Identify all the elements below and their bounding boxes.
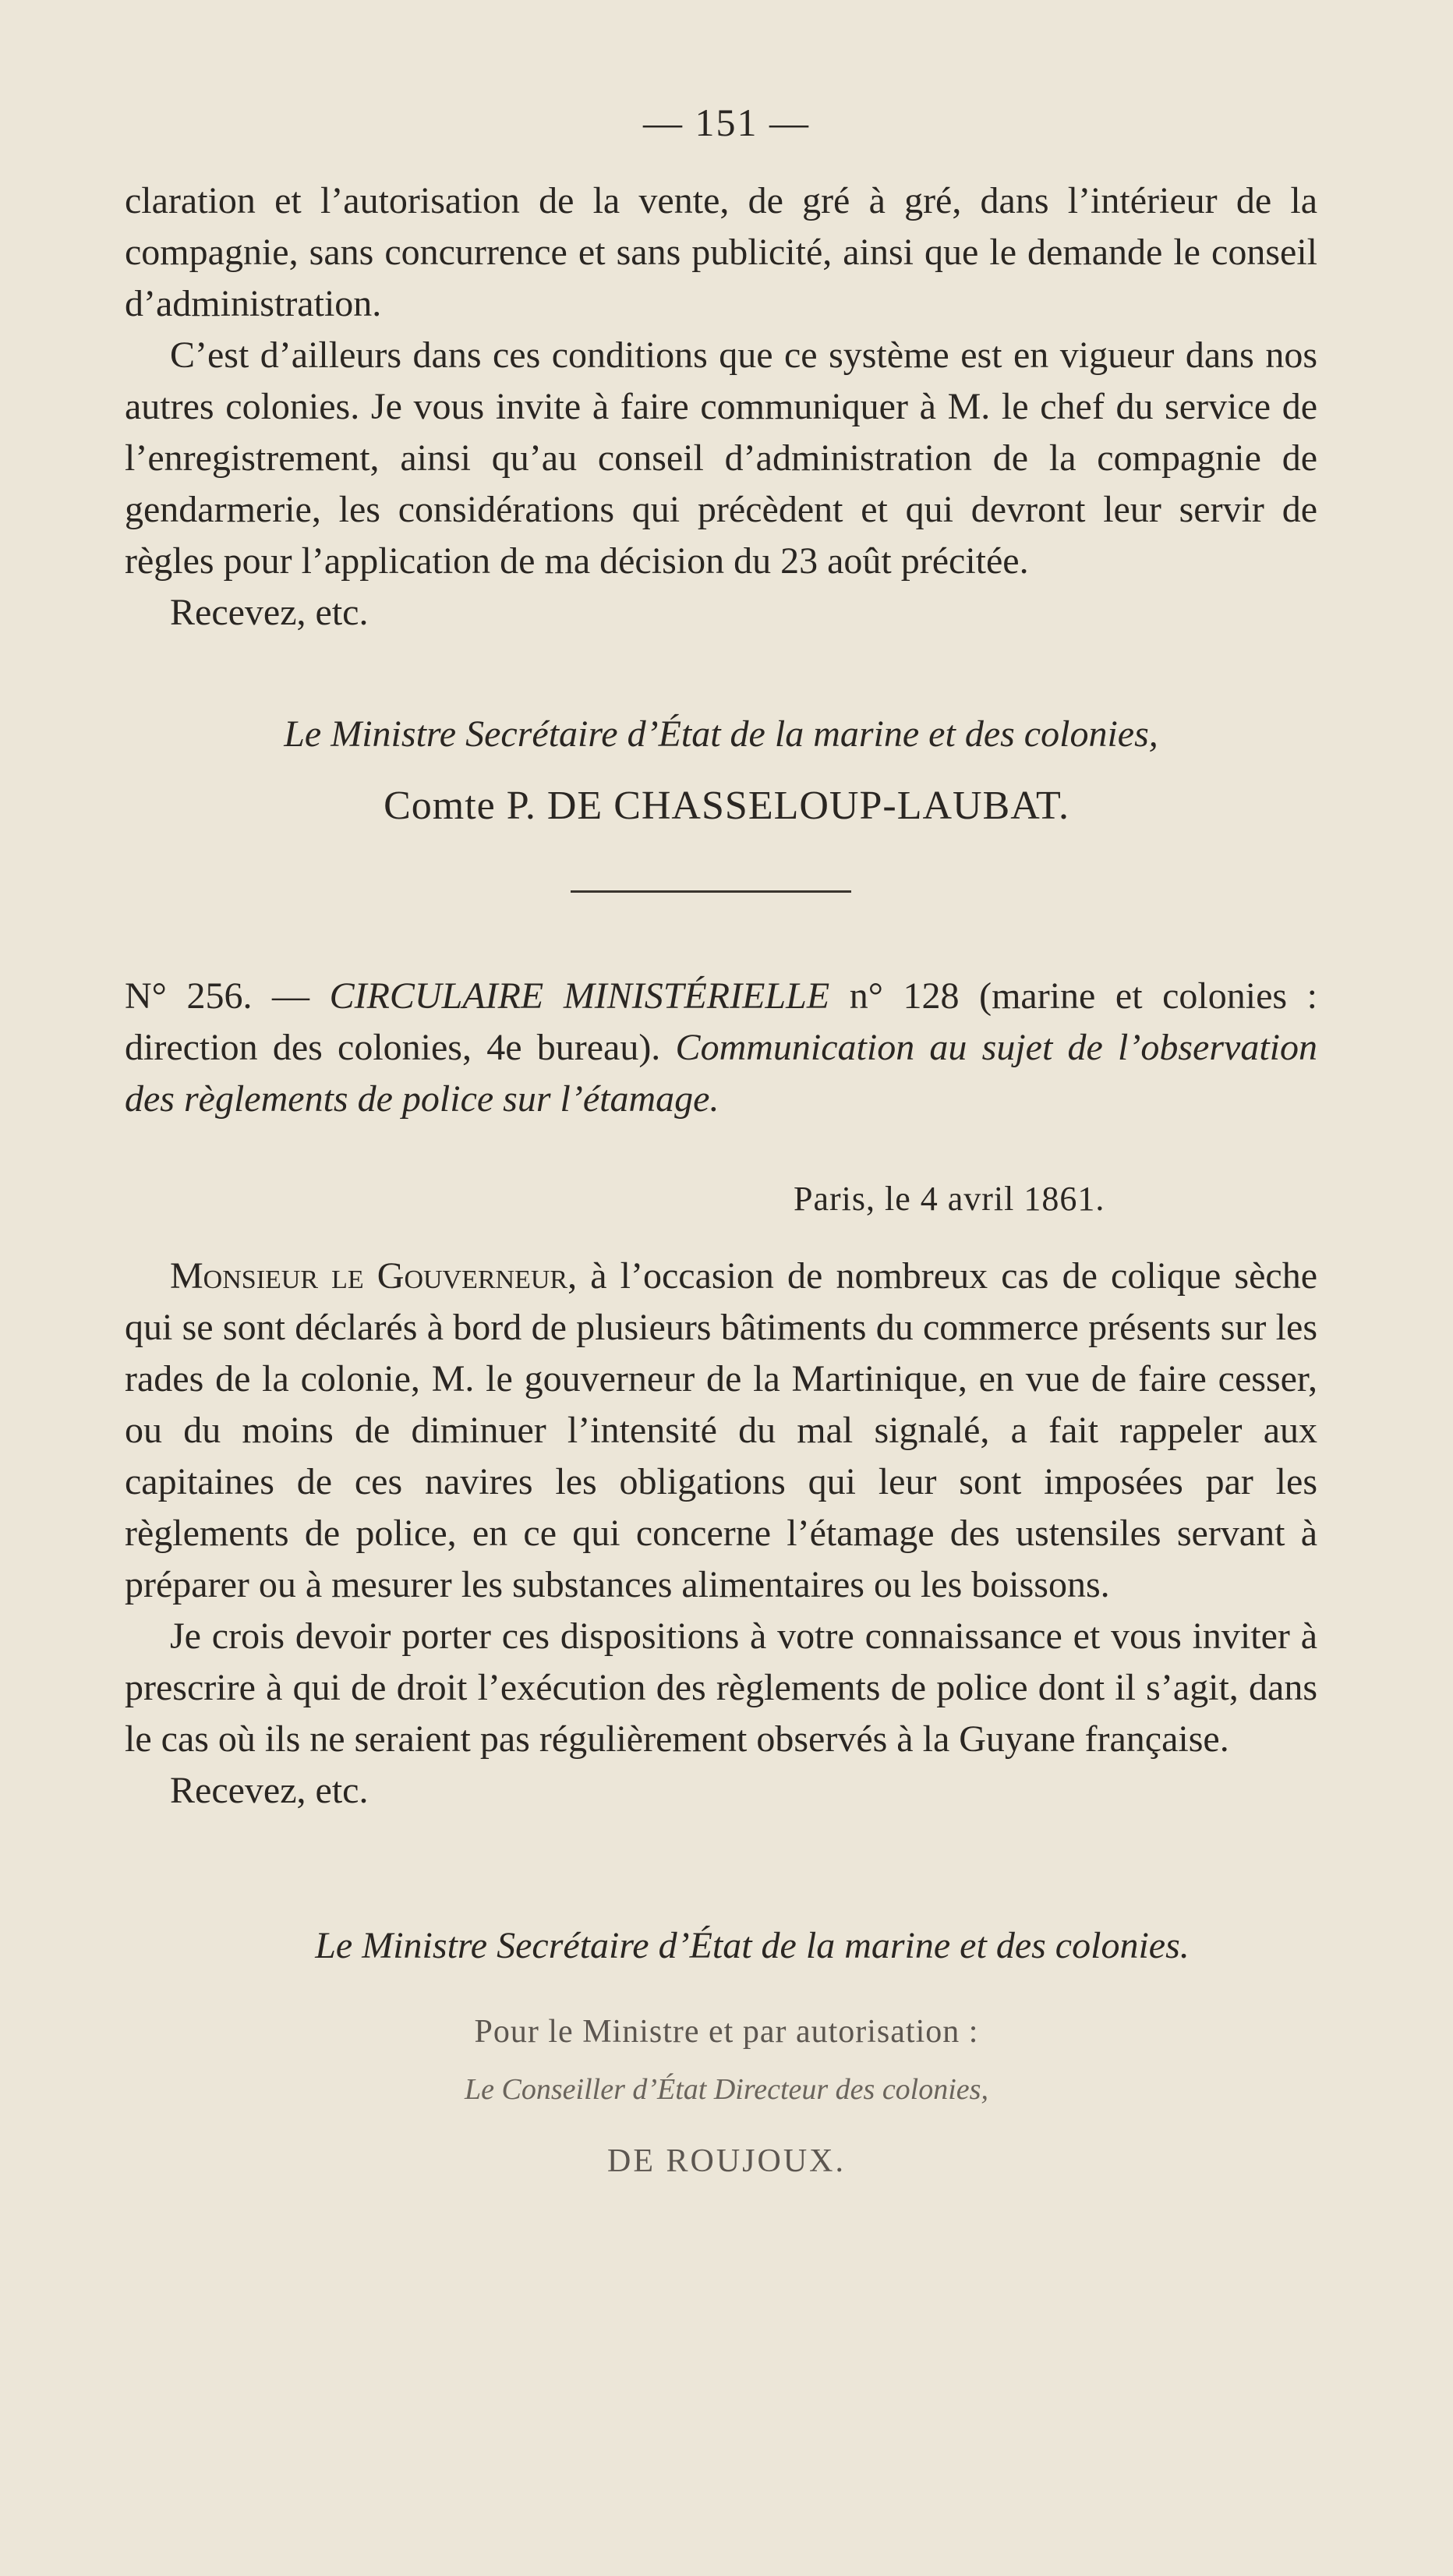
circular-header: [125, 971, 1317, 1125]
paragraph-continued: claration et l’autorisation de la vente, de gré à gré, dans l’intérieur de la compagnie, sans concurrence et sans publicité, ainsi que le demande le conseil d’administration.: [125, 180, 1317, 324]
top-text-block: [125, 175, 1317, 639]
body-text-block: [125, 1251, 1317, 1817]
signature-title-1: Le Ministre Secrétaire d’État de la marine et des colonies,: [284, 713, 1158, 755]
signature-name-2: DE ROUJOUX.: [607, 2143, 846, 2179]
circular-title: CIRCULAIRE MINISTÉRIELLE: [329, 975, 830, 1017]
circular-date: Paris, le 4 avril 1861.: [794, 1180, 1105, 1218]
circular-number: N° 256. —: [125, 975, 310, 1017]
signature-name-1: Comte P. DE CHASSELOUP-LAUBAT.: [384, 784, 1069, 828]
closing-recevez-2: Recevez, etc.: [170, 1770, 369, 1811]
page-number: — 151 —: [643, 101, 810, 144]
section-divider: [571, 890, 851, 893]
salutation: Monsieur le Gouverneur,: [170, 1255, 578, 1297]
paragraph-conditions: C’est d’ailleurs dans ces conditions que ce système est en vigueur dans nos autres colonies. Je vous invite à faire communiquer à M. le chef du service de l’enregistrement, ainsi qu’au conseil d’administration de la compagnie de gendarmerie, les considérations qui précèdent et qui devront leur servir de règles pour l’application de ma décision du 23 août précitée.: [125, 334, 1317, 582]
circular-department: (marine et colonies : direction des colonies, 4e bureau).: [125, 975, 1317, 1068]
closing-recevez: Recevez, etc.: [170, 592, 369, 633]
body-paragraph-1: [125, 1251, 1317, 1611]
body-paragraph-1-text: à l’occasion de nombreux cas de colique sèche qui se sont déclarés à bord de plusieurs bâtiments du commerce présents sur les rades de la colonie, M. le gouverneur de la Martinique, en vue de faire cesser, ou du moins de diminuer l’intensité du mal signalé, a fait rappeler aux capitaines de ces navires les obligations qui leur sont imposées par les règlements de police, en ce qui concerne l’étamage des ustensiles servant à préparer ou à mesurer les substances alimentaires ou les boissons.: [125, 1255, 1318, 1605]
body-paragraph-2: Je crois devoir porter ces dispositions à votre connaissance et vous inviter à prescrire à qui de droit l’exécution des règlements de police dont il s’agit, dans le cas où ils ne seraient pas régulièrement observés à la Guyane française.: [125, 1615, 1317, 1760]
signature-title-2: Le Ministre Secrétaire d’État de la marine et des colonies.: [315, 1925, 1190, 1966]
circular-ref-number: n° 128: [849, 975, 960, 1017]
circular-subject: Communication au sujet de l’observation des règlements de police sur l’étamage.: [125, 1027, 1318, 1120]
signature-role: Le Conseiller d’État Directeur des colonies,: [465, 2073, 988, 2106]
circular-heading: [125, 971, 1317, 1125]
signature-authority: Pour le Ministre et par autorisation :: [474, 2014, 979, 2050]
